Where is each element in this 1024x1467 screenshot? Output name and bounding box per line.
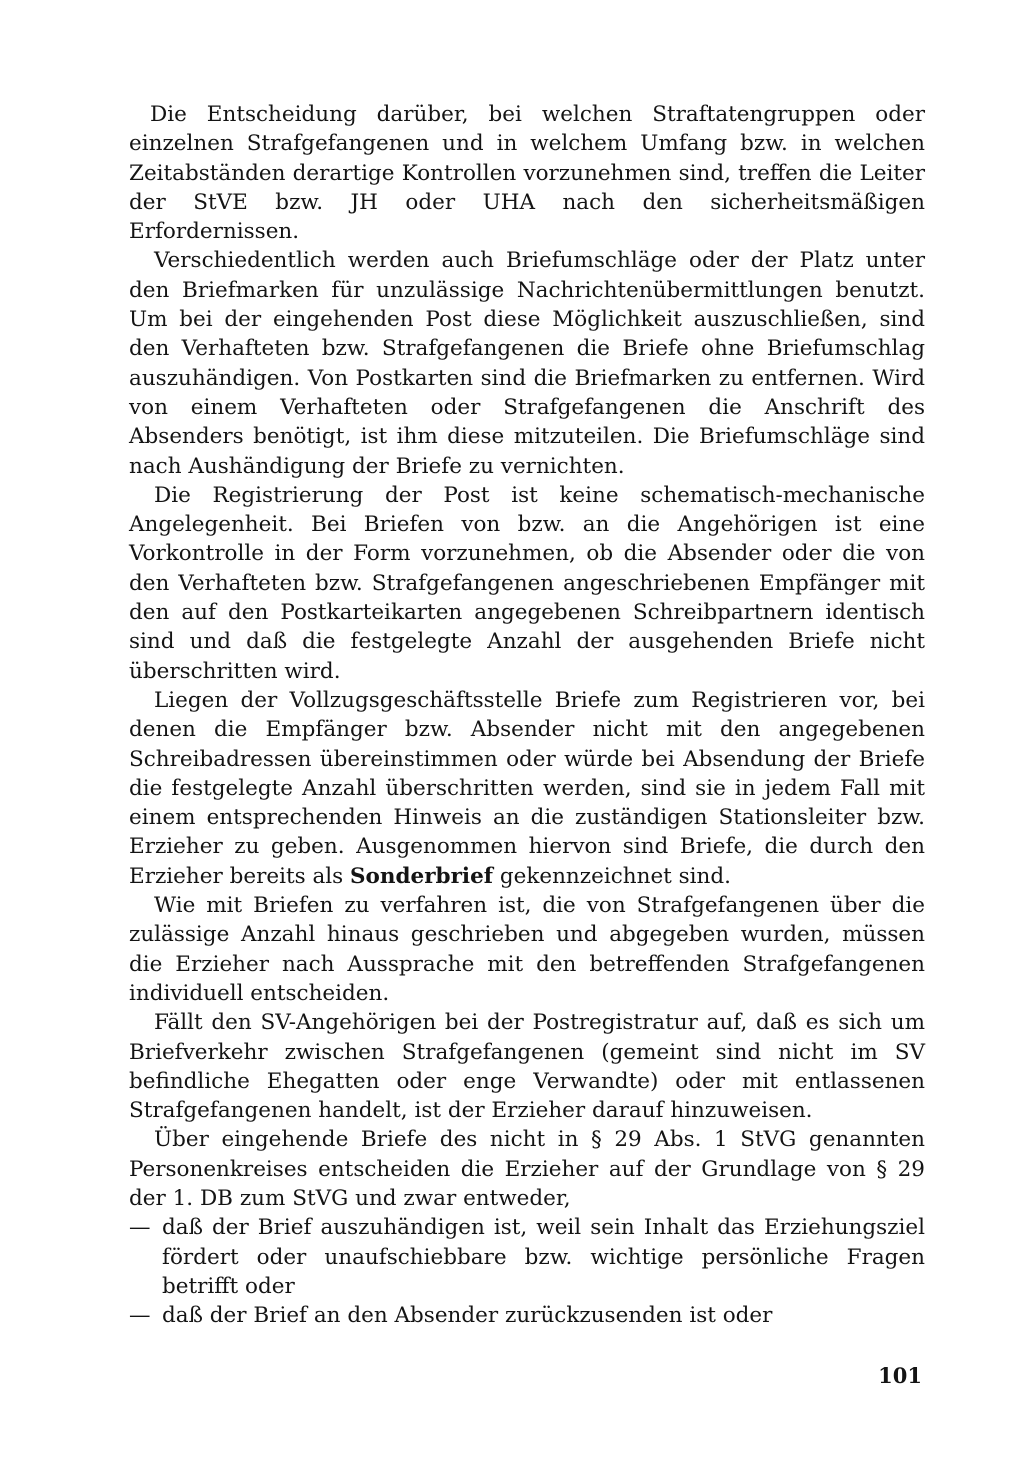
paragraph: Wie mit Briefen zu verfahren ist, die von Strafgefangenen über die zulässige Anzahl hinaus geschrieben und abgegeben wurden, müssen die Erzieher nach Aussprache mit den betreffenden Strafgefangenen individuell entscheiden. bbox=[129, 893, 925, 1006]
list-item bbox=[129, 1213, 925, 1301]
list-item bbox=[129, 1301, 925, 1330]
paragraph-text: Liegen der Vollzugsgeschäftsstelle Briefe zum Registrieren vor, bei denen die Empfänger bzw. Absender nicht mit den angegebenen Schreibadressen übereinstimmen oder würde bei Absendung der Briefe die festgelegte Anzahl überschritten werden, sind sie in jedem Fall mit einem entsprechenden Hinweis an die zuständigen Stationsleiter bzw. Erzieher zu geben. Ausgenommen hiervon sind Briefe, die durch den Erzieher bereits als bbox=[129, 687, 925, 889]
paragraph: Fällt den SV-Angehörigen bei der Postregistratur auf, daß es sich um Briefverkehr zwischen Strafgefangenen (gemeint sind nicht im SV befindliche Ehegatten oder enge Verwandte) oder mit entlassenen Strafgefangenen handelt, ist der Erzieher darauf hinzuweisen. bbox=[129, 1010, 925, 1124]
paragraph: Die Registrierung der Post ist keine schematisch-mechanische Angelegenheit. Bei Briefen von bzw. an die Angehörigen ist eine Vorkontrolle in der Form vorzunehmen, ob die Absender oder die von den Verhafteten bzw. Strafgefangenen angeschriebenen Empfänger mit den auf den Postkarteikarten angegebenen Schreibpartnern identisch sind und daß die festgelegte Anzahl der ausgehenden Briefe nicht überschritten wird. bbox=[129, 482, 925, 684]
paragraph-text: gekennzeichnet sind. bbox=[493, 863, 731, 889]
list-item-text: daß der Brief an den Absender zurückzusenden ist oder bbox=[162, 1303, 773, 1329]
paragraph: Verschiedentlich werden auch Briefumschläge oder der Platz unter den Briefmarken für unzulässige Nachrichtenübermittlungen benutzt. Um bei der eingehenden Post diese Möglichkeit auszuschließen, sind den Verhafteten bzw. Strafgefangenen die Briefe ohne Briefumschlag auszuhändigen. Von Postkarten sind die Briefmarken zu entfernen. Wird von einem Verhafteten oder Strafgefangenen die Anschrift des Absenders benötigt, ist ihm diese mitzuteilen. Die Briefumschläge sind nach Aushändigung der Briefe zu vernichten. bbox=[129, 248, 925, 479]
list-marker: — bbox=[129, 1215, 151, 1241]
body-text bbox=[129, 100, 925, 1330]
paragraph-with-bold-term bbox=[129, 686, 925, 891]
paragraph: Die Entscheidung darüber, bei welchen Straftatengruppen oder einzelnen Strafgefangenen und in welchem Umfang bzw. in welchen Zeitabständen derartige Kontrollen vorzunehmen sind, treffen die Leiter der StVE bzw. JH oder UHA nach den sicherheitsmäßigen Erfordernissen. bbox=[129, 102, 925, 245]
bold-term: Sonderbrief bbox=[350, 863, 494, 889]
list-marker: — bbox=[129, 1303, 151, 1329]
paragraph: Über eingehende Briefe des nicht in § 29 Abs. 1 StVG genannten Personenkreises entscheiden die Erzieher auf der Grundlage von § 29 der 1. DB zum StVG und zwar entweder, bbox=[129, 1127, 925, 1211]
list-item-text: daß der Brief auszuhändigen ist, weil sein Inhalt das Erziehungsziel fördert oder unaufschiebbare bzw. wichtige persönliche Fragen betrifft oder bbox=[162, 1215, 925, 1299]
page-number: 101 bbox=[878, 1363, 922, 1388]
